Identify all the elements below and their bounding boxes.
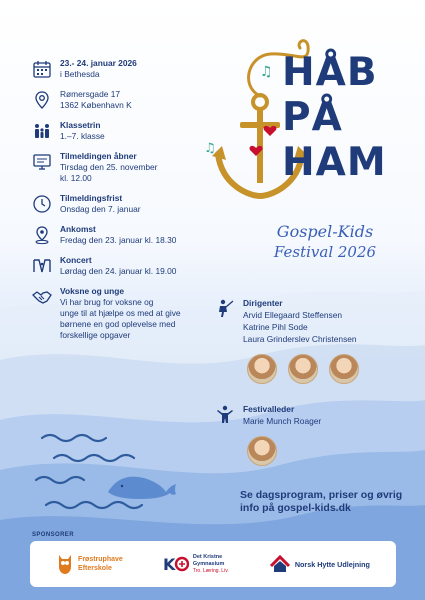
sponsors-label: SPONSORER <box>32 532 74 538</box>
concert-heading: Koncert <box>60 255 92 265</box>
family-icon <box>32 121 52 141</box>
music-note-icon: ♫ <box>204 141 216 156</box>
kg-logo-icon <box>163 554 189 574</box>
address-street: Rømersgade 17 <box>60 89 121 99</box>
grade-value: 1.–7. klasse <box>60 131 105 141</box>
sponsor-1-name-2: Efterskole <box>78 565 112 572</box>
conductors-heading: Dirigenter <box>243 298 283 308</box>
conductor-name-1: Arvid Ellegaard Steffensen <box>243 310 343 320</box>
leader-name: Marie Munch Roager <box>243 416 322 426</box>
sponsor-2-name-2: Gymnasium <box>192 560 225 567</box>
volunteers-line-1: Vi har brug for voksne og <box>60 297 154 307</box>
grade-heading: Klassetrin <box>60 120 101 130</box>
leader-icon <box>215 404 235 424</box>
sponsors-bar <box>30 541 396 587</box>
address-city: 1362 København K <box>60 100 132 110</box>
avatar <box>288 354 318 384</box>
concert-icon <box>32 256 52 276</box>
clock-icon <box>32 194 52 214</box>
avatar <box>247 354 277 384</box>
map-pin-icon <box>32 225 52 245</box>
website-cta: Se dagsprogram, priser og øvrig info på gospel-kids.dk <box>240 489 403 514</box>
deadline-heading: Tilmeldingsfrist <box>60 193 123 203</box>
info-arrival <box>32 224 237 246</box>
leader-heading: Festivalleder <box>243 404 295 414</box>
festival-leader-section <box>215 403 415 466</box>
date-heading: 23.- 24. januar 2026 <box>60 58 137 68</box>
registration-opens-heading: Tilmeldingen åbner <box>60 151 137 161</box>
title-line-1: HÅB <box>282 50 378 95</box>
arrival-heading: Ankomst <box>60 224 96 234</box>
sponsor-dkg[interactable] <box>163 554 229 575</box>
info-concert <box>32 255 237 277</box>
title-line-2: PÅ <box>282 95 343 140</box>
handshake-icon <box>32 287 52 307</box>
avatar <box>247 436 277 466</box>
sponsor-frostruphave[interactable] <box>56 553 123 575</box>
festival-title <box>282 50 402 185</box>
conductors-section <box>215 297 415 384</box>
calendar-icon <box>32 59 52 79</box>
volunteers-line-4: forskellige opgaver <box>60 330 131 340</box>
sponsor-norsk-hytte[interactable] <box>269 554 370 574</box>
svg-text:K: K <box>162 555 176 574</box>
volunteers-line-3: børnene en god oplevelse med <box>60 319 176 329</box>
title-line-3: HAM <box>282 140 387 185</box>
avatar <box>329 354 359 384</box>
arrival-value: Fredag den 23. januar kl. 18.30 <box>60 235 177 245</box>
concert-value: Lørdag den 24. januar kl. 19.00 <box>60 266 177 276</box>
deadline-value: Onsdag den 7. januar <box>60 204 141 214</box>
sponsor-3-name: Norsk Hytte Udlejning <box>294 559 370 569</box>
conductor-name-3: Laura Grinderslev Christensen <box>243 334 357 344</box>
sponsor-2-tagline: Tro. Læring. Liv. <box>192 567 229 574</box>
volunteers-line-2: unge til at hjælpe os med at give <box>60 308 181 318</box>
date-venue: i Bethesda <box>60 69 100 79</box>
conductor-name-2: Katrine Pihl Sode <box>243 322 308 332</box>
festival-subtitle <box>240 222 410 262</box>
registration-opens-time: kl. 12.00 <box>60 173 92 183</box>
sponsor-2-name-1: Det Kristne <box>192 553 223 560</box>
sponsor-1-name-1: Frøstruphave <box>78 556 123 563</box>
location-pin-icon <box>32 90 52 110</box>
volunteers-heading: Voksne og unge <box>60 286 125 296</box>
house-logo-icon <box>269 554 291 574</box>
festival-subtitle-line-2: Festival 2026 <box>273 243 377 261</box>
conductor-icon <box>215 298 235 318</box>
info-volunteers <box>32 286 237 341</box>
music-note-icon: ♫ <box>260 64 273 80</box>
conductor-photos <box>247 354 415 384</box>
registration-opens-day: Tirsdag den 25. november <box>60 162 158 172</box>
owl-logo-icon <box>56 553 74 575</box>
registration-screen-icon <box>32 152 52 172</box>
festival-subtitle-line-1: Gospel-Kids <box>276 222 374 241</box>
